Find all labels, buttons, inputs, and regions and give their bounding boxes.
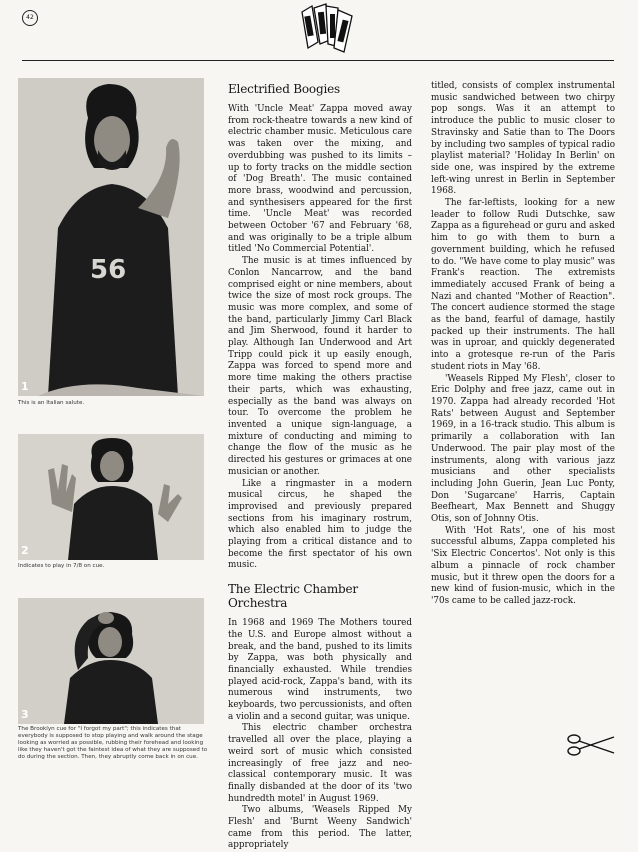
section-heading-electrified-boogies: Electrified Boogies	[228, 82, 340, 96]
photo-caption-1: This is an Italian salute.	[18, 400, 85, 406]
article-paragraph: In 1968 and 1969 The Mothers toured the U.S. and Europe almost without a break, and the band, pushed to its limits by Zappa, was both physically and financially exhausted. While trendies played acid-rock, Zappa's band, with its numerous wind instruments, two keyboards, two percussionists, and often a violin and a second guitar, was unique.	[228, 618, 412, 722]
section-heading-electric-chamber-orchestra: The Electric Chamber Orchestra	[228, 582, 358, 611]
article-paragraph: With 'Hot Rats', one of his most successful albums, Zappa completed his 'Six Electric Concertos'. Not only is this album a pinnacle of rock chamber music, but it threw open the doors for a new kind of fusion-music, which in the '70s came to be called jazz-rock.	[431, 525, 615, 606]
page-number-badge: 42	[22, 10, 38, 26]
photo-number: 1	[21, 380, 29, 393]
header-rule	[22, 60, 614, 61]
photo-caption-3: The Brooklyn cue for "I forgot my part"; this indicates that everybody is supposed to stop playing and walk around the stage looking as worried as possible, rubbing their forehead and looking like they haven't got the faintest idea of what they are supposed to do during the section. Then, they abruptly come back in on cue.	[18, 726, 208, 760]
photo-number: 3	[21, 708, 29, 721]
article-paragraph: Like a ringmaster in a modern musical circus, he shaped the improvised and previously prepared sections from his imaginary rostrum, which also enabled him to judge the playing from a critical distance and to become the first spectator of his own music.	[228, 478, 412, 571]
photo-forgot-my-part	[18, 598, 204, 724]
article-column-2	[431, 81, 615, 608]
article-paragraph: This electric chamber orchestra travelled all over the place, playing a weird sort of music which consisted increasingly of free jazz and neo-classical contemporary music. It was finally disbanded at the door of its 'two hundredth motel' in August 1969.	[228, 723, 412, 804]
scissors-icon	[566, 731, 616, 759]
photo-play-in-seven-eight	[18, 434, 204, 560]
article-paragraph: The music is at times influenced by Conlon Nancarrow, and the band comprised eight or nine members, about twice the size of most rock groups. The music was more complex, and some of the band, particularly Jimmy Carl Black and Jim Sherwood, found it harder to play. Although Ian Underwood and Art Tripp could pick it up easily enough, Zappa was forced to spend more and more time making the others practise their parts, which was exhausting, especially as the band was always on tour. To overcome the problem he invented a unique sign-language, a mixture of conducting and miming to change the flow of the music as he directed his gestures or grimaces at one musician or another.	[228, 256, 412, 477]
article-paragraph: 'Weasels Ripped My Flesh', closer to Eric Dolphy and free jazz, came out in 1970. Zappa had already recorded 'Hot Rats' between August and September 1969, in a 16-track studio. This album is primarily a collaboration with Ian Underwood. The pair play most of the instruments, along with various jazz musicians and other specialists including John Guerin, Jean Luc Ponty, Don 'Sugarcane' Harris, Captain Beefheart, Max Bennett and Shuggy Otis, son of Johnny Otis.	[431, 373, 615, 525]
photo-italian-salute	[18, 78, 204, 396]
article-paragraph: Two albums, 'Weasels Ripped My Flesh' and 'Burnt Weeny Sandwich' came from this period. The latter, appropriately	[228, 805, 412, 851]
article-paragraph: With 'Uncle Meat' Zappa moved away from rock-theatre towards a new kind of electric chamber music. Meticulous care was taken over the mixing, and overdubbing was pushed to its limits – up to forty tracks on the middle section of 'Dog Breath'. The music contained more brass, woodwind and percussion, and synthesisers appeared for the first time. 'Uncle Meat' was recorded between October '67 and February '68, and was originally to be a triple album titled 'No Commercial Potential'.	[228, 104, 412, 255]
article-paragraph-continued: titled, consists of complex instrumental music sandwiched between two chirpy pop songs. Was it an attempt to introduce the public to music closer to Stravinsky and Satie than to The Doors by including two samples of typical radio playlist material? 'Holiday In Berlin' on side one, was inspired by the extreme left-wing unrest in Berlin in September 1968.	[431, 81, 615, 197]
article-column-1	[228, 82, 412, 852]
svg-text:56: 56	[90, 255, 127, 285]
zappa-logo-icon	[298, 2, 358, 56]
photo-number: 2	[21, 544, 29, 557]
article-paragraph: The far-leftists, looking for a new leader to follow Rudi Dutschke, saw Zappa as a figurehead or guru and asked him to go with them to burn a government building, which he refused to do. "We have come to play music" was Frank's reaction. The extremists immediately accused Frank of being a Nazi and chanted "Mother of Reaction". The concert audience stormed the stage as the band, fearful of damage, hastily packed up their instruments. The hall was in uproar, and quickly degenerated into a grotesque re-run of the Paris student riots in May '68.	[431, 198, 615, 372]
photo-caption-2: Indicates to play in 7/8 on cue.	[18, 563, 105, 569]
